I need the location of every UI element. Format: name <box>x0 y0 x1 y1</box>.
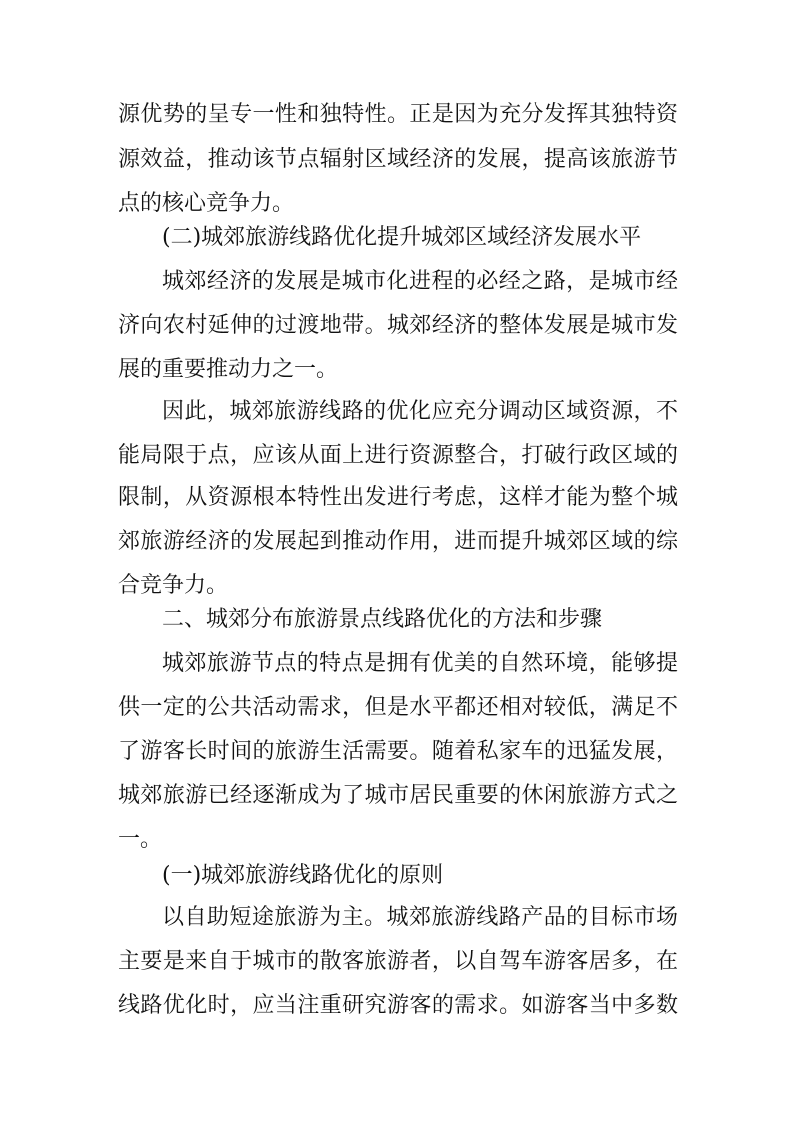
text-line: 一。 <box>118 827 163 852</box>
text-line: 郊旅游经济的发展起到推动作用，进而提升城郊区域的综 <box>118 529 678 554</box>
text-line: 城郊经济的发展是城市化进程的必经之路，是城市经 <box>162 269 678 294</box>
text-line: 济向农村延伸的过渡地带。城郊经济的整体发展是城市发 <box>118 313 678 338</box>
text-line: 供一定的公共活动需求，但是水平都还相对较低，满足不 <box>118 695 678 720</box>
text-line: 城郊旅游节点的特点是拥有优美的自然环境，能够提 <box>162 651 678 676</box>
text-line: 因此，城郊旅游线路的优化应充分调动区域资源，不 <box>162 399 678 424</box>
text-line: 能局限于点，应该从面上进行资源整合，打破行政区域的 <box>118 443 678 468</box>
text-line: 线路优化时，应当注重研究游客的需求。如游客当中多数 <box>118 993 678 1018</box>
text-line: 展的重要推动力之一。 <box>118 357 339 382</box>
text-line: 了游客长时间的旅游生活需要。随着私家车的迅猛发展， <box>118 739 678 764</box>
text-line: 源效益，推动该节点辐射区域经济的发展，提高该旅游节 <box>118 147 678 172</box>
section-heading: (一)城郊旅游线路优化的原则 <box>162 863 444 888</box>
text-line: 源优势的呈专一性和独特性。正是因为充分发挥其独特资 <box>118 102 678 127</box>
text-line: 合竞争力。 <box>118 573 229 598</box>
text-line: 城郊旅游已经逐渐成为了城市居民重要的休闲旅游方式之 <box>118 783 678 808</box>
section-heading: 二、城郊分布旅游景点线路优化的方法和步骤 <box>162 607 603 632</box>
text-line: 限制，从资源根本特性出发进行考虑，这样才能为整个城 <box>118 485 678 510</box>
text-line: 主要是来自于城市的散客旅游者，以自驾车游客居多，在 <box>118 949 678 974</box>
section-heading: (二)城郊旅游线路优化提升城郊区域经济发展水平 <box>162 225 642 250</box>
text-line: 点的核心竞争力。 <box>118 191 295 216</box>
text-line: 以自助短途旅游为主。城郊旅游线路产品的目标市场 <box>162 905 678 930</box>
